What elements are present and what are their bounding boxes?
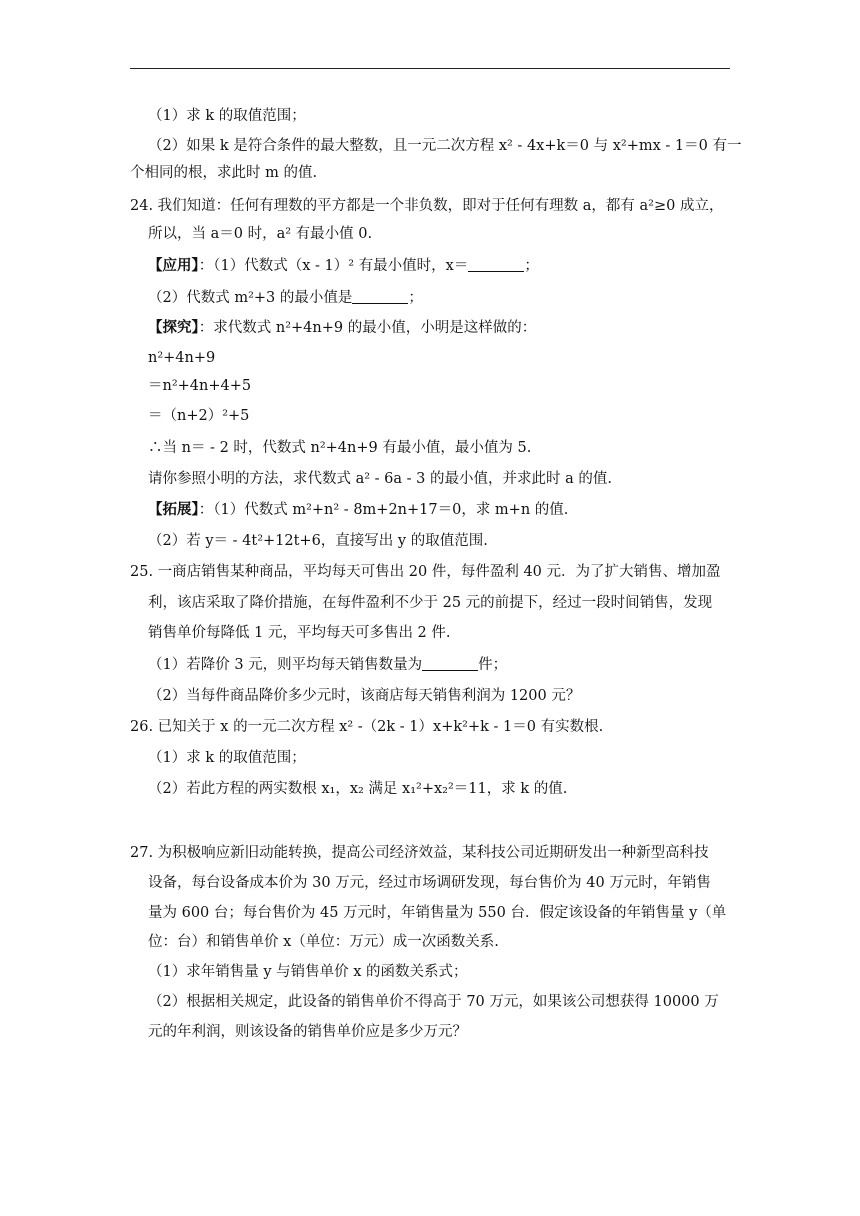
q25-part2: （2）当每件商品降价多少元时，该商店每天销售利润为 1200 元？ bbox=[148, 688, 581, 704]
q23-part2-line2: 个相同的根，求此时 m 的值. bbox=[130, 165, 318, 181]
q25-part1 bbox=[148, 655, 507, 675]
answer-blank[interactable] bbox=[352, 289, 408, 304]
q23-part1: （1）求 k 的取值范围； bbox=[148, 108, 306, 124]
header-rule bbox=[130, 68, 730, 69]
q26-part2: （2）若此方程的两实数根 x₁，x₂ 满足 x₁²+x₂²＝11，求 k 的值. bbox=[148, 781, 568, 797]
q24-step4: ∴当 n＝ ‐ 2 时，代数式 n²+4n+9 有最小值，最小值为 5. bbox=[148, 440, 532, 456]
answer-blank[interactable] bbox=[468, 257, 524, 272]
q27-part2-line1: （2）根据相关规定，此设备的销售单价不得高于 70 万元，如果该公司想获得 10000 万 bbox=[148, 994, 719, 1010]
apply-1-text: ：（1）代数式（x ‐ 1）² 有最小值时，x＝ bbox=[198, 258, 469, 274]
q25-part1-text: （1）若降价 3 元，则平均每天销售数量为 bbox=[148, 657, 423, 673]
q24-stem-line1: 24. 我们知道：任何有理数的平方都是一个非负数，即对于任何有理数 a，都有 a²≥0 成立， bbox=[130, 198, 724, 214]
q27-stem-line2: 设备，每台设备成本价为 30 万元，经过市场调研发现，每台售价为 40 万元时，年销售 bbox=[148, 875, 711, 891]
q24-apply-2 bbox=[148, 288, 423, 308]
q25-part1-end: 件； bbox=[478, 657, 508, 673]
q27-part1: （1）求年销售量 y 与销售单价 x 的函数关系式； bbox=[148, 964, 468, 980]
q27-stem-line4: 位：台）和销售单价 x（单位：万元）成一次函数关系. bbox=[148, 934, 499, 950]
q24-ask: 请你参照小明的方法，求代数式 a² ‐ 6a ‐ 3 的最小值，并求此时 a 的值. bbox=[148, 471, 612, 487]
q24-stem-line2: 所以，当 a＝0 时，a² 有最小值 0. bbox=[148, 226, 373, 242]
q24-step2: ＝n²+4n+4+5 bbox=[148, 378, 252, 394]
q24-explore bbox=[148, 318, 536, 338]
q27-stem-line1: 27. 为积极响应新旧动能转换，提高公司经济效益，某科技公司近期研发出一种新型高科技 bbox=[130, 845, 709, 861]
q25-stem-line3: 销售单价每降低 1 元，平均每天可多售出 2 件. bbox=[148, 625, 451, 641]
apply-tag: 【应用】 bbox=[148, 257, 199, 274]
q23-part2-line1: （2）如果 k 是符合条件的最大整数，且一元二次方程 x² ‐ 4x+k＝0 与 x²+mx ‐ 1＝0 有一 bbox=[148, 138, 742, 154]
q27-stem-line3: 量为 600 台；每台售价为 45 万元时，年销售量为 550 台．假定该设备的年销售量 y（单 bbox=[148, 905, 727, 921]
q27-part2-line2: 元的年利润，则该设备的销售单价应是多少万元？ bbox=[148, 1024, 467, 1040]
extend-1-text: ：（1）代数式 m²+n² ‐ 8m+2n+17＝0，求 m+n 的值. bbox=[198, 502, 569, 518]
q25-stem-line1: 25. 一商店销售某种商品，平均每天可售出 20 件，每件盈利 40 元．为了扩大销售、增加盈 bbox=[130, 564, 721, 580]
q26-stem: 26. 已知关于 x 的一元二次方程 x² ‐（2k ‐ 1）x+k²+k ‐ 1＝0 有实数根. bbox=[130, 719, 604, 735]
apply-2-end: ； bbox=[408, 290, 423, 306]
answer-blank[interactable] bbox=[422, 656, 478, 671]
apply-1-end: ； bbox=[524, 258, 539, 274]
q24-step1: n²+4n+9 bbox=[148, 350, 216, 366]
q24-extend-2: （2）若 y＝ ‐ 4t²+12t+6，直接写出 y 的取值范围. bbox=[148, 533, 488, 549]
q24-extend-1 bbox=[148, 500, 568, 520]
apply-2-text: （2）代数式 m²+3 的最小值是 bbox=[148, 290, 353, 306]
q24-apply-1 bbox=[148, 256, 539, 276]
explore-text: ：求代数式 n²+4n+9 的最小值，小明是这样做的： bbox=[198, 320, 537, 336]
extend-tag: 【拓展】 bbox=[148, 501, 199, 518]
q24-step3: ＝（n+2）²+5 bbox=[148, 408, 250, 424]
q26-part1: （1）求 k 的取值范围； bbox=[148, 750, 306, 766]
q25-stem-line2: 利，该店采取了降价措施，在每件盈利不少于 25 元的前提下，经过一段时间销售，发现 bbox=[148, 595, 713, 611]
explore-tag: 【探究】 bbox=[148, 319, 199, 336]
